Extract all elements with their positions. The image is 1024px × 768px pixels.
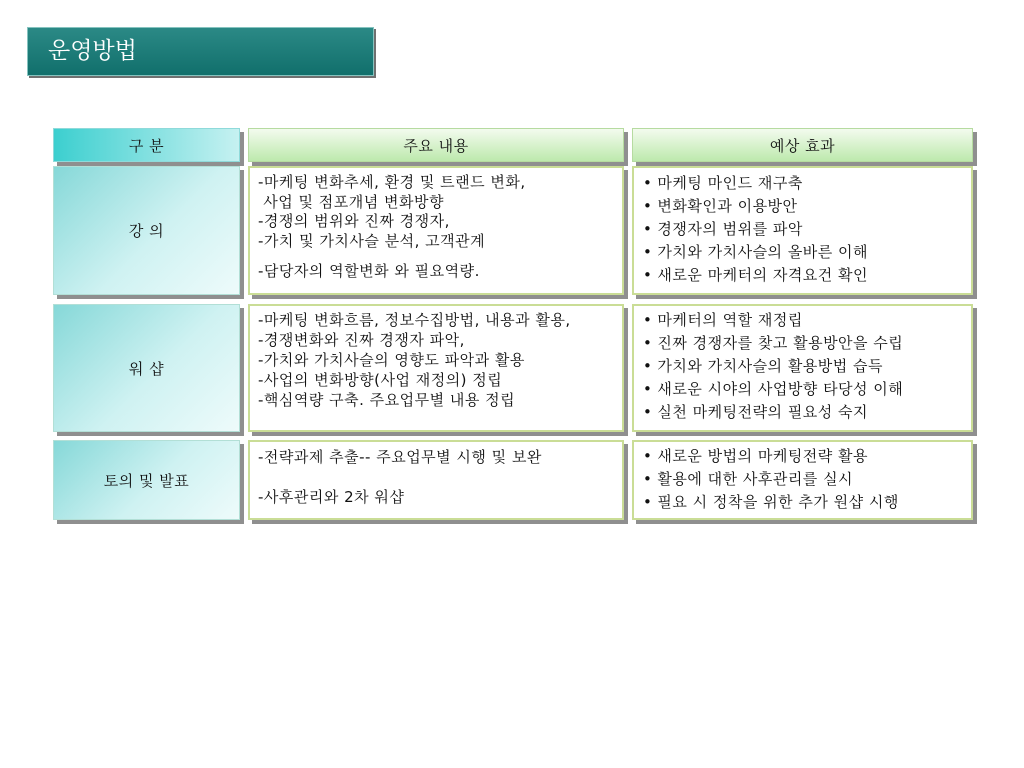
header-category-label: 구 분	[128, 136, 165, 155]
bullet-marker: •	[643, 470, 653, 488]
header-content-label: 주요 내용	[403, 136, 469, 155]
content-line: -전략과제 추출-- 주요업무별 시행 및 보완	[258, 448, 542, 466]
row-effect-cell	[632, 304, 973, 432]
row-category-cell	[53, 166, 240, 295]
row-category-cell	[53, 440, 240, 520]
effect-item	[643, 378, 971, 401]
bullet-marker: •	[643, 403, 653, 421]
row-category-cell	[53, 304, 240, 432]
row-effect-cell	[632, 440, 973, 520]
effect-item	[643, 332, 971, 355]
header-effect	[632, 128, 973, 162]
row-category-label: 워 샵	[128, 359, 165, 378]
header-content	[248, 128, 624, 162]
effect-item	[643, 195, 971, 218]
effect-text: 새로운 시야의 사업방향 타당성 이해	[657, 380, 904, 398]
row-content-cell	[248, 304, 624, 432]
effect-item	[643, 172, 971, 195]
effect-item	[643, 218, 971, 241]
effect-item	[643, 401, 971, 424]
effect-text: 필요 시 정착을 위한 추가 원샵 시행	[657, 493, 899, 511]
effect-text: 마케터의 역할 재정립	[657, 311, 803, 329]
content-line: -마케팅 변화흐름, 정보수집방법, 내용과 활용,	[258, 311, 571, 329]
content-line: -담당자의 역할변화 와 필요역량.	[258, 262, 480, 280]
content-line: -경쟁변화와 진짜 경쟁자 파악,	[258, 331, 465, 349]
bullet-marker: •	[643, 243, 653, 261]
effect-item	[643, 355, 971, 378]
bullet-marker: •	[643, 266, 653, 284]
bullet-marker: •	[643, 380, 653, 398]
bullet-marker: •	[643, 311, 653, 329]
effect-item	[643, 468, 971, 491]
row-category-label: 강 의	[128, 222, 165, 240]
effect-item	[643, 491, 971, 514]
effect-text: 새로운 방법의 마케팅전략 활용	[657, 447, 869, 465]
effect-text: 새로운 마케터의 자격요건 확인	[657, 266, 869, 284]
effect-item	[643, 445, 971, 468]
header-effect-label: 예상 효과	[769, 136, 836, 155]
bullet-marker: •	[643, 197, 653, 215]
effect-item	[643, 264, 971, 287]
bullet-marker: •	[643, 174, 653, 192]
page-title: 운영방법	[48, 38, 137, 64]
row-content-cell	[248, 166, 624, 295]
row-effect-cell	[632, 166, 973, 295]
effect-text: 변화확인과 이용방안	[657, 197, 798, 215]
effect-text: 경쟁자의 범위를 파악	[657, 220, 803, 238]
effect-item	[643, 241, 971, 264]
content-line: -사후관리와 2차 워샵	[258, 488, 405, 506]
bullet-marker: •	[643, 493, 653, 511]
effect-text: 실천 마케팅전략의 필요성 숙지	[657, 403, 869, 421]
effect-text: 마케팅 마인드 재구축	[657, 174, 803, 192]
effect-text: 진짜 경쟁자를 찾고 활용방안을 수립	[657, 334, 904, 352]
content-line: -가치 및 가치사슬 분석, 고객관계	[258, 231, 486, 250]
bullet-marker: •	[643, 220, 653, 238]
content-line: -사업의 변화방향(사업 재정의) 정립	[258, 371, 503, 389]
bullet-marker: •	[643, 357, 653, 375]
content-line: -핵심역량 구축. 주요업무별 내용 정립	[258, 391, 516, 409]
header-category	[53, 128, 240, 162]
title-banner	[27, 27, 374, 76]
content-line: -가치와 가치사슬의 영향도 파악과 활용	[258, 351, 525, 369]
bullet-marker: •	[643, 447, 653, 465]
effect-text: 가치와 가치사슬의 활용방법 습득	[657, 357, 884, 375]
effect-text: 활용에 대한 사후관리를 실시	[657, 470, 854, 488]
effect-item	[643, 309, 971, 332]
content-line: -경쟁의 범위와 진짜 경쟁자,	[258, 212, 450, 230]
content-line: 사업 및 점포개념 변화방향	[258, 192, 444, 211]
effect-text: 가치와 가치사슬의 올바른 이해	[657, 243, 869, 261]
row-category-label: 토의 및 발표	[103, 471, 190, 490]
row-content-cell	[248, 440, 624, 520]
content-line: -마케팅 변화추세, 환경 및 트랜드 변화,	[258, 173, 526, 191]
bullet-marker: •	[643, 334, 653, 352]
